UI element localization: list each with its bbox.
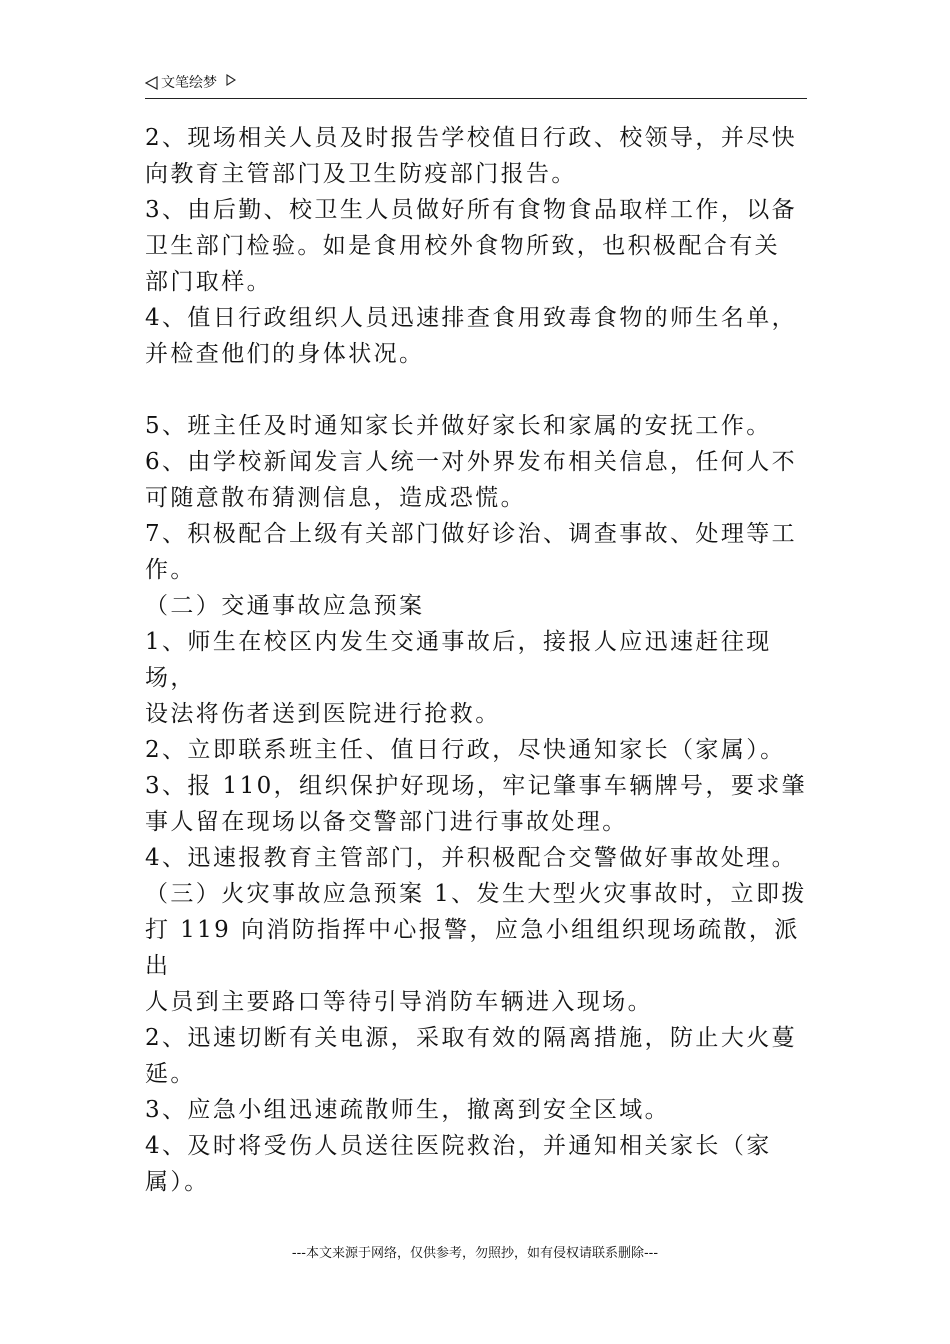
triangle-left-icon (145, 76, 158, 90)
paragraph-7: 7、积极配合上级有关部门做好诊治、调查事故、处理等工 作。 (145, 521, 798, 583)
page-header (145, 72, 807, 99)
traffic-paragraph-1: 1、师生在校区内发生交通事故后，接报人应迅速赶往现场， 设法将伤者送到医院进行抢救。 (145, 629, 772, 727)
fire-paragraph-3: 3、应急小组迅速疏散师生，撤离到安全区域。 (145, 1097, 671, 1123)
paragraph-4: 4、值日行政组织人员迅速排查食用致毒食物的师生名单， 并检查他们的身体状况。 (145, 305, 798, 367)
section-heading-traffic: （二）交通事故应急预案 (145, 593, 425, 619)
footer-notice: ---本文来源于网络，仅供参考，勿照抄，如有侵权请联系删除--- (291, 1246, 659, 1261)
traffic-paragraph-2: 2、立即联系班主任、值日行政，尽快通知家长（家属）。 (145, 737, 786, 763)
paragraph-3: 3、由后勤、校卫生人员做好所有食物食品取样工作，以备 卫生部门检验。如是食用校外食物所致，也积极配合有关 部门取样。 (145, 197, 798, 295)
traffic-paragraph-4: 4、迅速报教育主管部门，并积极配合交警做好事故处理。 (145, 845, 798, 871)
paragraph-6: 6、由学校新闻发言人统一对外界发布相关信息，任何人不 可随意散布猜测信息，造成恐慌。 (145, 449, 798, 511)
fire-paragraph-2: 2、迅速切断有关电源，采取有效的隔离措施，防止大火蔓 延。 (145, 1025, 798, 1087)
fire-paragraph-4: 4、及时将受伤人员送往医院救治，并通知相关家长（家 属）。 (145, 1133, 772, 1195)
triangle-right-icon (226, 74, 236, 86)
header-brand: 文笔绘梦 (161, 75, 217, 91)
paragraph-2: 2、现场相关人员及时报告学校值日行政、校领导，并尽快 向教育主管部门及卫生防疫部门报告。 (145, 125, 798, 187)
paragraph-5: 5、班主任及时通知家长并做好家长和家属的安抚工作。 (145, 413, 772, 439)
document-body (145, 120, 815, 1200)
header-brand-row (145, 72, 807, 94)
blank-line (145, 372, 815, 408)
section-fire: （三）火灾事故应急预案 1、发生大型火灾事故时，立即拨 打 119 向消防指挥中心报警，应急小组组织现场疏散，派出 人员到主要路口等待引导消防车辆进入现场。 (145, 881, 807, 1015)
traffic-paragraph-3: 3、报 110，组织保护好现场，牢记肇事车辆牌号，要求肇 事人留在现场以备交警部门进行事故处理。 (145, 773, 808, 835)
